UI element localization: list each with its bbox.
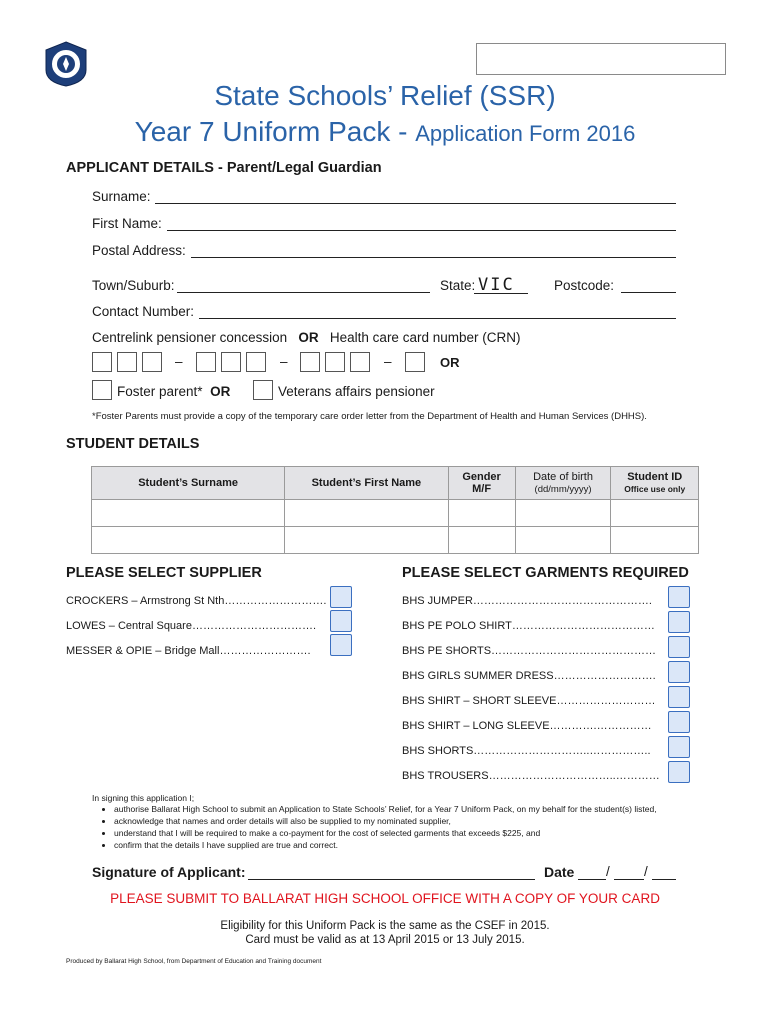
foster-note: *Foster Parents must provide a copy of the temporary care order letter from the Department of Health and Human Services (DHHS). [92,411,647,422]
col-gender: Gender M/F [448,467,515,500]
garment-checkbox[interactable] [668,686,690,708]
first-name-label: First Name: [92,216,162,231]
supplier-heading: PLEASE SELECT SUPPLIER [66,565,262,581]
supplier-item: LOWES – Central Square……………………………. [66,620,317,632]
supplier-item: MESSER & OPIE – Bridge Mall……………………. [66,645,311,657]
surname-field[interactable] [155,203,676,204]
veterans-label: Veterans affairs pensioner [278,384,435,399]
eligibility-line-1: Eligibility for this Uniform Pack is the same as the CSEF in 2015. [220,920,550,932]
crn-dash: – [175,354,183,369]
crn-digit-box[interactable] [350,352,370,372]
state-value[interactable]: VIC [478,275,515,295]
date-label: Date [544,864,575,880]
concession-label: Centrelink pensioner concession OR Health care card number (CRN) [92,330,521,345]
table-cell[interactable] [515,527,611,554]
postcode-field[interactable] [621,292,676,293]
table-row [92,527,699,554]
supplier-checkbox[interactable] [330,586,352,608]
garment-item: BHS GIRLS SUMMER DRESS………………………. [402,670,656,682]
list-item: • acknowledge that names and order details will also be supplied to my nominated supplier, [114,815,657,827]
supplier-checkbox[interactable] [330,634,352,656]
crn-dash: – [384,354,392,369]
postcode-label: Postcode: [554,278,615,293]
crn-digit-box[interactable] [246,352,266,372]
student-heading: STUDENT DETAILS [66,436,200,452]
signing-intro: In signing this application I; [92,793,195,803]
garment-checkbox[interactable] [668,736,690,758]
garment-item: BHS SHORTS…………………………..…………….. [402,745,651,757]
garment-checkbox[interactable] [668,711,690,733]
foster-parent-label: Foster parent* OR [117,384,231,399]
student-table [91,466,699,554]
list-item: • authorise Ballarat High School to submit an Application to State Schools’ Relief, for a Year 7 Uniform Pack, on my behalf for the student(s) listed, [114,803,657,815]
date-separator: / [644,864,648,879]
col-surname: Student’s Surname [92,467,285,500]
contact-label: Contact Number: [92,304,195,319]
crn-digit-box[interactable] [325,352,345,372]
garment-checkbox[interactable] [668,661,690,683]
submit-instruction: PLEASE SUBMIT TO BALLARAT HIGH SCHOOL OFFICE WITH A COPY OF YOUR CARD [110,891,660,906]
signature-label: Signature of Applicant: [92,864,246,880]
crn-digit-box[interactable] [117,352,137,372]
state-field-line [474,293,528,294]
crn-or-label: OR [440,355,460,370]
form-title: State Schools’ Relief (SSR) [214,80,556,111]
col-dob: Date of birth (dd/mm/yyyy) [515,467,611,500]
garment-item: BHS JUMPER…………………………………………. [402,595,652,607]
table-cell[interactable] [611,500,699,527]
crn-digit-box[interactable] [405,352,425,372]
form-subtitle: Year 7 Uniform Pack - Application Form 2016 [134,116,636,147]
applicant-heading: APPLICANT DETAILS - Parent/Legal Guardian [66,160,382,176]
supplier-checkbox[interactable] [330,610,352,632]
office-use-box[interactable] [476,43,726,75]
garment-item: BHS PE POLO SHIRT………………………………… [402,620,655,632]
list-item: • understand that I will be required to make a co-payment for the cost of selected garments that exceeds $225, and [114,827,657,839]
garments-heading: PLEASE SELECT GARMENTS REQUIRED [402,565,689,581]
crn-digit-box[interactable] [142,352,162,372]
garment-item: BHS PE SHORTS……………………………………… [402,645,657,657]
col-first-name: Student’s First Name [285,467,448,500]
surname-label: Surname: [92,189,151,204]
table-cell[interactable] [611,527,699,554]
garment-item: BHS SHIRT – LONG SLEEVE………….…………… [402,720,652,732]
garment-item: BHS TROUSERS……………………………..………… [402,770,660,782]
table-cell[interactable] [448,500,515,527]
supplier-item: CROCKERS – Armstrong St Nth………………………. [66,595,327,607]
crn-digit-box[interactable] [300,352,320,372]
date-year-field[interactable] [652,879,676,880]
garment-checkbox[interactable] [668,611,690,633]
garment-checkbox[interactable] [668,586,690,608]
date-separator: / [606,864,610,879]
crn-digit-box[interactable] [92,352,112,372]
footer-note: Produced by Ballarat High School, from Department of Education and Training document [66,958,322,965]
table-cell[interactable] [92,527,285,554]
crn-digit-box[interactable] [196,352,216,372]
crn-digit-box[interactable] [221,352,241,372]
foster-parent-checkbox[interactable] [92,380,112,400]
date-day-field[interactable] [578,879,606,880]
contact-field[interactable] [199,318,676,319]
date-month-field[interactable] [614,879,644,880]
garment-checkbox[interactable] [668,636,690,658]
list-item: • confirm that the details I have supplied are true and correct. [114,839,657,851]
table-row [92,500,699,527]
col-student-id: Student ID Office use only [611,467,699,500]
postal-address-field[interactable] [191,257,676,258]
garment-item: BHS SHIRT – SHORT SLEEVE……………………… [402,695,656,707]
town-label: Town/Suburb: [92,278,175,293]
veterans-checkbox[interactable] [253,380,273,400]
town-field[interactable] [177,292,430,293]
table-cell[interactable] [285,527,448,554]
state-label: State: [440,278,476,293]
table-cell[interactable] [448,527,515,554]
table-cell[interactable] [92,500,285,527]
signing-list [92,803,657,851]
signature-field[interactable] [248,879,535,880]
table-cell[interactable] [285,500,448,527]
crn-dash: – [280,354,288,369]
eligibility-line-2: Card must be valid as at 13 April 2015 or 13 July 2015. [245,934,525,946]
first-name-field[interactable] [167,230,676,231]
postal-address-label: Postal Address: [92,243,186,258]
table-cell[interactable] [515,500,611,527]
garment-checkbox[interactable] [668,761,690,783]
